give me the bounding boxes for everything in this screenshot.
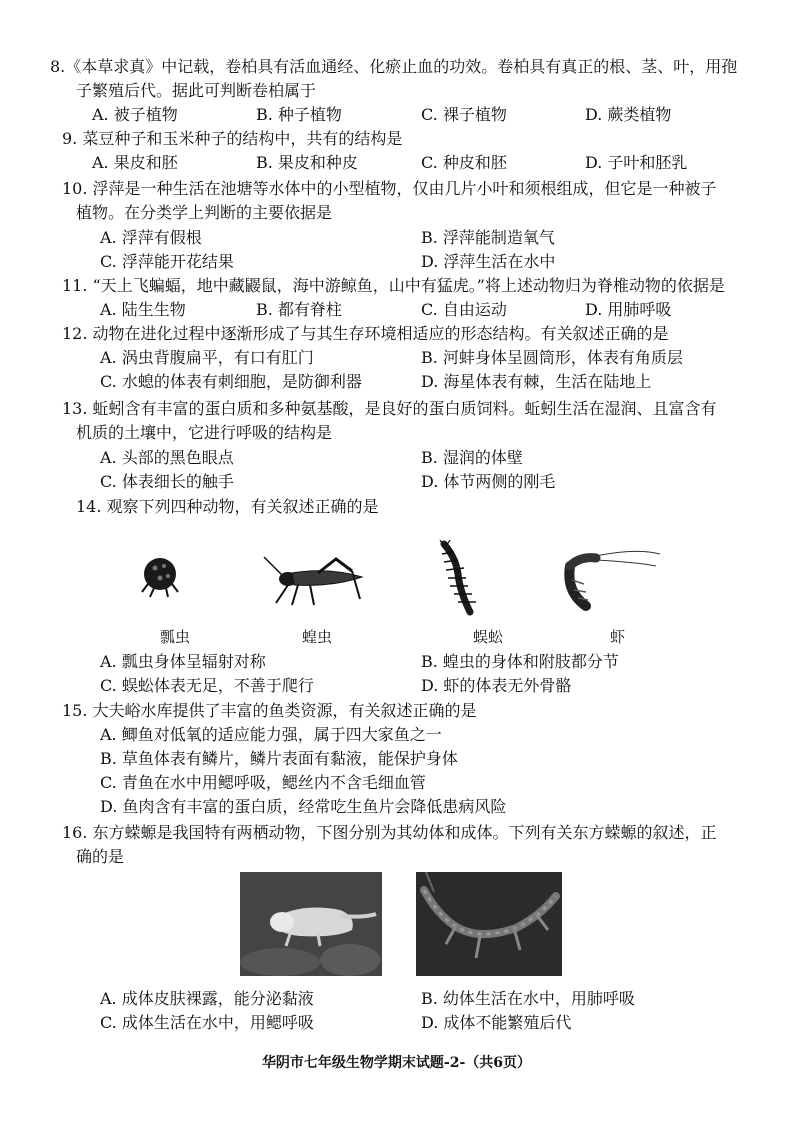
q11-option-b: B. 都有脊柱 xyxy=(256,300,342,319)
q10-stem-line2: 植物。在分类学上判断的主要依据是 xyxy=(76,203,333,222)
q10-stem-line1: 10. 浮萍是一种生活在池塘等水体中的小型植物，仅由几片小叶和须根组成，但它是一种被子 xyxy=(62,179,717,198)
q8-option-c: C. 裸子植物 xyxy=(421,105,507,124)
q13-option-b: B. 湿润的体壁 xyxy=(421,448,523,467)
q16-stem-line1: 16. 东方蝾螈是我国特有两栖动物，下图分别为其幼体和成体。下列有关东方蝾螈的叙述，正 xyxy=(62,823,717,842)
q9-option-d: D. 子叶和胚乳 xyxy=(585,153,688,172)
q8-option-d: D. 蕨类植物 xyxy=(585,105,672,124)
q11-option-d: D. 用肺呼吸 xyxy=(585,300,672,319)
q14-option-b: B. 蝗虫的身体和附肢都分节 xyxy=(421,652,619,671)
page-footer: 华阴市七年级生物学期末试题-2-（共6页） xyxy=(261,1055,532,1071)
q16-option-b: B. 幼体生活在水中，用肺呼吸 xyxy=(421,989,635,1008)
q8-stem-line2: 子繁殖后代。据此可判断卷柏属于 xyxy=(76,81,317,100)
q9-option-a: A. 果皮和胚 xyxy=(92,153,178,172)
locust-image xyxy=(258,553,370,609)
q8-stem-line1: 8.《本草求真》中记载，卷柏具有活血通经、化瘀止血的功效。卷柏具有真正的根、茎、叶，用孢 xyxy=(50,57,738,76)
q15-option-a: A. 鲫鱼对低氧的适应能力强，属于四大家鱼之一 xyxy=(100,725,442,744)
q15-option-b: B. 草鱼体表有鳞片，鳞片表面有黏液，能保护身体 xyxy=(100,749,458,768)
q16-option-a: A. 成体皮肤裸露，能分泌黏液 xyxy=(100,989,314,1008)
q15-option-c: C. 青鱼在水中用鳃呼吸，鳃丝内不含毛细血管 xyxy=(100,773,426,792)
q9-stem: 9. 菜豆种子和玉米种子的结构中，共有的结构是 xyxy=(62,129,403,148)
q11-stem: 11. “天上飞蝙蝠，地中藏鼹鼠，海中游鲸鱼，山中有猛虎。”将上述动物归为脊椎动物的依据是 xyxy=(62,276,725,295)
q9-option-b: B. 果皮和种皮 xyxy=(256,153,358,172)
q10-option-a: A. 浮萍有假根 xyxy=(100,228,202,247)
locust-caption: 蝗虫 xyxy=(302,628,333,646)
newt-larva-photo xyxy=(240,872,382,976)
shrimp-image xyxy=(556,544,664,614)
q9-option-c: C. 种皮和胚 xyxy=(421,153,507,172)
q14-option-d: D. 虾的体表无外骨骼 xyxy=(421,676,572,695)
q12-option-c: C. 水螅的体表有刺细胞，是防御利器 xyxy=(100,372,362,391)
q13-option-c: C. 体表细长的触手 xyxy=(100,472,234,491)
ladybug-image xyxy=(138,552,180,600)
q15-stem: 15. 大夫峪水库提供了丰富的鱼类资源，有关叙述正确的是 xyxy=(62,701,477,720)
q12-stem: 12. 动物在进化过程中逐渐形成了与其生存环境相适应的形态结构。有关叙述正确的是 xyxy=(62,324,669,343)
q12-option-a: A. 涡虫背腹扁平，有口有肛门 xyxy=(100,348,314,367)
q16-option-c: C. 成体生活在水中，用鳃呼吸 xyxy=(100,1013,314,1032)
q16-option-d: D. 成体不能繁殖后代 xyxy=(421,1013,572,1032)
q15-option-d: D. 鱼肉含有丰富的蛋白质，经常吃生鱼片会降低患病风险 xyxy=(100,797,507,816)
q14-stem: 14. 观察下列四种动物，有关叙述正确的是 xyxy=(76,497,379,516)
q10-option-c: C. 浮萍能开花结果 xyxy=(100,252,234,271)
q8-option-a: A. 被子植物 xyxy=(92,105,178,124)
ladybug-caption: 瓢虫 xyxy=(160,628,191,646)
q11-option-a: A. 陆生生物 xyxy=(100,300,186,319)
centipede-image xyxy=(436,540,482,618)
q10-option-d: D. 浮萍生活在水中 xyxy=(421,252,556,271)
newt-adult-photo xyxy=(416,872,562,976)
q13-option-d: D. 体节两侧的刚毛 xyxy=(421,472,556,491)
q12-option-b: B. 河蚌身体呈圆筒形，体表有角质层 xyxy=(421,348,683,367)
q10-option-b: B. 浮萍能制造氧气 xyxy=(421,228,555,247)
shrimp-caption: 虾 xyxy=(610,628,626,646)
q12-option-d: D. 海星体表有棘，生活在陆地上 xyxy=(421,372,652,391)
q8-option-b: B. 种子植物 xyxy=(256,105,342,124)
q14-option-a: A. 瓢虫身体呈辐射对称 xyxy=(100,652,266,671)
q13-option-a: A. 头部的黑色眼点 xyxy=(100,448,234,467)
q16-stem-line2: 确的是 xyxy=(76,847,125,866)
q11-option-c: C. 自由运动 xyxy=(421,300,507,319)
centipede-caption: 蜈蚣 xyxy=(473,628,504,646)
q13-stem-line2: 机质的土壤中，它进行呼吸的结构是 xyxy=(76,423,333,442)
q13-stem-line1: 13. 蚯蚓含有丰富的蛋白质和多种氨基酸，是良好的蛋白质饲料。蚯蚓生活在湿润、且富含有 xyxy=(62,399,717,418)
q14-option-c: C. 蜈蚣体表无足，不善于爬行 xyxy=(100,676,314,695)
